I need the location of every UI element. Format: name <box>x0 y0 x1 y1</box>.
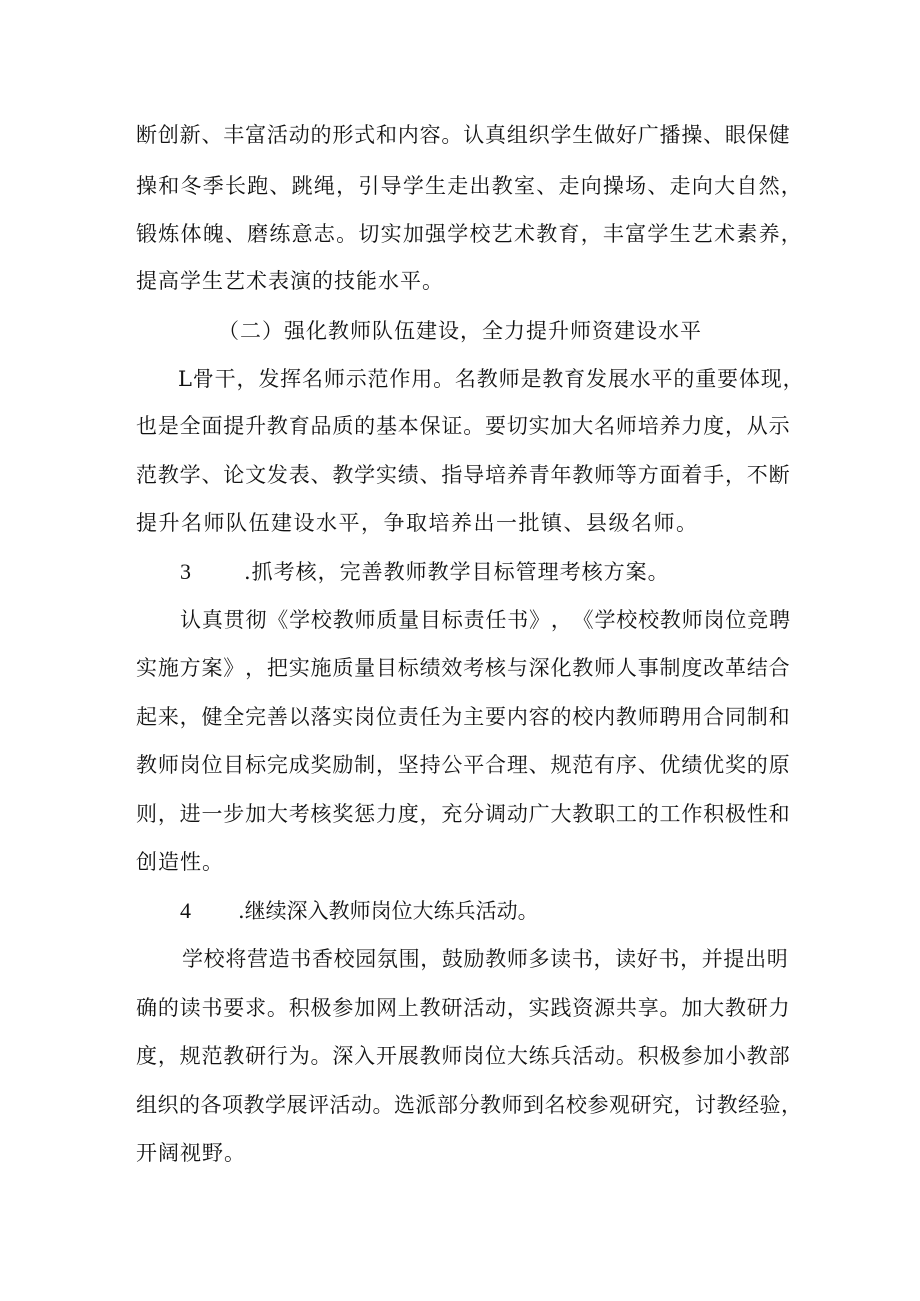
paragraph-line: 创造性。 <box>136 850 224 874</box>
paragraph-line: 实 施 方 案 》 ， 把 实 施 质 量 目 标 绩 效 考 核 与 深 化 教 师 人 事 制 度 改 革 结 合 <box>136 656 790 680</box>
paragraph-line: 确 的 读 书 要 求 。 积 极 参 加 网 上 教 研 活 动 ， 实 践 资 源 共 享 。 加 大 教 研 力 <box>136 996 790 1020</box>
paragraph-line: 组 织 的 各 项 教 学 展 评 活 动 。 选 派 部 分 教 师 到 名 校 参 观 研 究 ， 讨 教 经 验 ， <box>136 1093 802 1117</box>
paragraph-line: 认 真 贯 彻 《 学 校 教 师 质 量 目 标 责 任 书 》 ， 《 学 校 校 教 师 岗 位 竞 聘 <box>180 608 790 632</box>
paragraph-line: L 骨 干 ， 发 挥 名 师 示 范 作 用 。 名 教 师 是 教 育 发 展 水 平 的 重 要 体 现 ， <box>178 367 804 391</box>
paragraph-line: 也 是 全 面 提 升 教 育 品 质 的 基 本 保 证 。 要 切 实 加 大 名 师 培 养 力 度 ， 从 示 <box>136 414 790 438</box>
paragraph-line: 开阔视野。 <box>136 1141 246 1165</box>
list-item-number: 4 <box>180 898 191 923</box>
paragraph-line: 锻 炼 体 魄 、 磨 练 意 志 。 切 实 加 强 学 校 艺 术 教 育 ， 丰 富 学 生 艺 术 素 养 ， <box>136 222 802 246</box>
paragraph-line: 范 教 学 、 论 文 发 表 、 教 学 实 绩 、 指 导 培 养 青 年 教 师 等 方 面 着 手 ， 不 断 <box>136 463 790 487</box>
paragraph-line: 起 来 ， 健 全 完 善 以 落 实 岗 位 责 任 为 主 要 内 容 的 校 内 教 师 聘 用 合 同 制 和 <box>136 705 790 729</box>
section-heading: （二）强化教师队伍建设，全力提升师资建设水平 <box>218 319 702 343</box>
paragraph-line: 度 ， 规 范 教 研 行 为 。 深 入 开 展 教 师 岗 位 大 练 兵 活 动 。 积 极 参 加 小 教 部 <box>136 1044 790 1068</box>
list-item-number: 3 <box>180 559 191 584</box>
list-item-heading: .抓考核，完善教师教学目标管理考核方案。 <box>244 560 670 584</box>
paragraph-line: 提升名师队伍建设水平，争取培养出一批镇、县级名师。 <box>136 511 699 535</box>
paragraph-line: 学 校 将 营 造 书 香 校 园 氛 围 ， 鼓 励 教 师 多 读 书 ， 读 好 书 ， 并 提 出 明 <box>182 947 788 971</box>
list-item-heading: .继续深入教师岗位大练兵活动。 <box>238 899 539 923</box>
paragraph-line: 操 和 冬 季 长 跑 、 跳 绳 ， 引 导 学 生 走 出 教 室 、 走 向 操 场 、 走 向 大 自 然 ， <box>136 174 802 198</box>
paragraph-line: 则 ， 进 一 步 加 大 考 核 奖 惩 力 度 ， 充 分 调 动 广 大 教 职 工 的 工 作 积 极 性 和 <box>136 802 790 826</box>
paragraph-line: 提高学生艺术表演的技能水平。 <box>136 269 444 293</box>
paragraph-line: 教 师 岗 位 目 标 完 成 奖 励 制 ， 坚 持 公 平 合 理 、 规 范 有 序 、 优 绩 优 奖 的 原 <box>136 753 790 777</box>
paragraph-line: 断 创 新 、 丰 富 活 动 的 形 式 和 内 容 。 认 真 组 织 学 生 做 好 广 播 操 、 眼 保 健 <box>136 123 790 147</box>
